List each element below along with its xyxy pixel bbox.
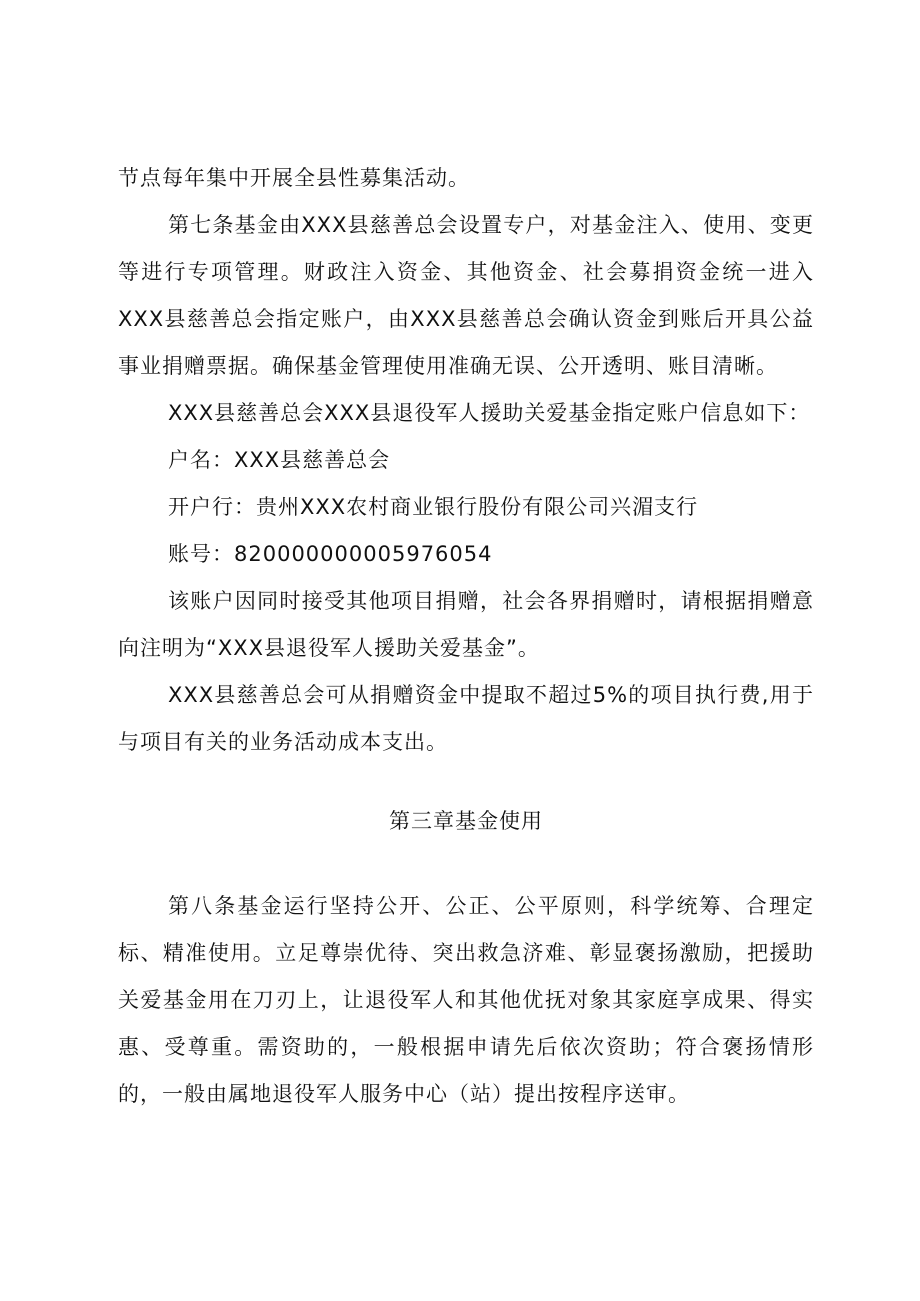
paragraph-donation-note: 该账户因同时接受其他项目捐赠，社会各界捐赠时，请根据捐赠意向注明为“XXX县退役军人援助关爱基金”。 <box>118 589 814 660</box>
paragraph-account-name: 户名：XXX县慈善总会 <box>168 448 391 472</box>
paragraph-account-intro: XXX县慈善总会XXX县退役军人援助关爱基金指定账户信息如下： <box>168 401 811 425</box>
paragraph-account-bank: 开户行：贵州XXX农村商业银行股份有限公司兴湄支行 <box>168 495 699 519</box>
paragraph-article-8: 第八条基金运行坚持公开、公正、公平原则，科学统筹、合理定标、精准使用。立足尊崇优待、突出救急济难、彰显褒扬激励，把援助关爱基金用在刀刃上，让退役军人和其他优抚对象其家庭享成果、得实惠、受尊重。需资助的，一般根据申请先后依次资助；符合褒扬情形的，一般由属地退役军人服务中心（站）提出按程序送审。 <box>118 894 814 1106</box>
paragraph-account-number: 账号：820000000005976054 <box>168 542 493 566</box>
paragraph-continuation: 节点每年集中开展全县性募集活动。 <box>118 166 470 190</box>
document-body <box>118 155 814 1118</box>
chapter-heading: 第三章基金使用 <box>389 809 543 833</box>
paragraph-execution-fee: XXX县慈善总会可从捐赠资金中提取不超过5%的项目执行费,用于与项目有关的业务活动成本支出。 <box>118 683 814 754</box>
paragraph-article-7: 第七条基金由XXX县慈善总会设置专户，对基金注入、使用、变更等进行专项管理。财政注入资金、其他资金、社会募捐资金统一进入XXX县慈善总会指定账户，由XXX县慈善总会确认资金到账后开具公益事业捐赠票据。确保基金管理使用准确无误、公开透明、账目清晰。 <box>118 213 814 378</box>
